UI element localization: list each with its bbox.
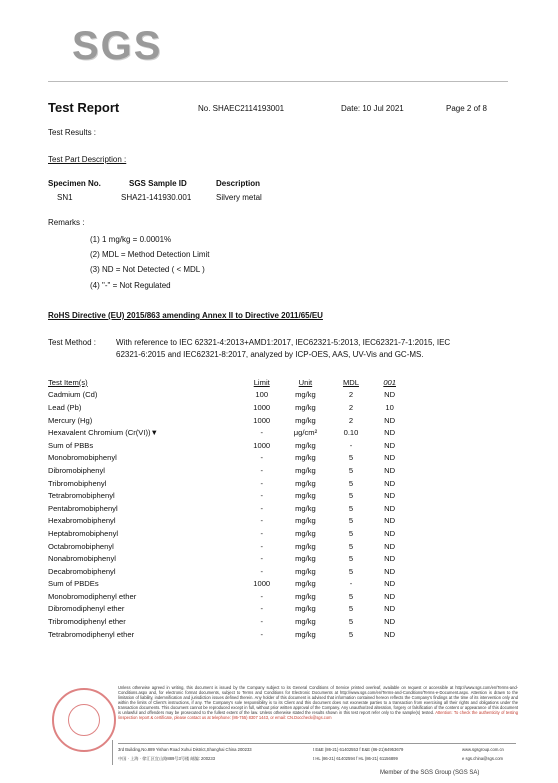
report-date: Date: 10 Jul 2021 bbox=[341, 104, 404, 113]
table-row bbox=[48, 389, 408, 402]
table-header-row bbox=[48, 376, 408, 389]
cell-limit: 1000 bbox=[253, 415, 271, 425]
cell-limit: 1000 bbox=[253, 402, 271, 412]
cell-result: ND bbox=[384, 629, 396, 639]
cell-unit: mg/kg bbox=[295, 390, 316, 400]
table-row bbox=[48, 439, 408, 452]
cell-limit: - bbox=[260, 617, 263, 627]
footer-disclaimer bbox=[118, 685, 518, 720]
table-row bbox=[48, 565, 408, 578]
cell-test-item: Hexavalent Chromium (Cr(VI))▼ bbox=[48, 428, 159, 438]
cell-mdl: 5 bbox=[348, 503, 354, 513]
cell-test-item: Tetrabromodiphenyl ether bbox=[48, 629, 135, 639]
cell-unit: mg/kg bbox=[295, 579, 316, 589]
cell-test-item: Nonabromobiphenyl bbox=[48, 554, 116, 564]
cell-test-item: Monobromodiphenyl ether bbox=[48, 591, 137, 601]
sample-id-header: SGS Sample ID bbox=[129, 179, 187, 188]
cell-unit: mg/kg bbox=[295, 453, 316, 463]
cell-mdl: 2 bbox=[348, 390, 354, 400]
telephone-ee: t E&E (86-21) 61402553 f E&E (86-21)64953679 bbox=[313, 747, 404, 752]
cell-result: ND bbox=[384, 604, 396, 614]
cell-result: ND bbox=[384, 579, 396, 589]
cell-test-item: Tribromobiphenyl bbox=[48, 478, 107, 488]
email: e sgs.china@sgs.com bbox=[462, 756, 504, 761]
cell-mdl: - bbox=[349, 440, 353, 450]
test-method-line1: With reference to IEC 62321-4:2013+AMD1:2017, IEC62321-5:2013, IEC62321-7-1:2015, IEC bbox=[116, 338, 451, 347]
results-table bbox=[48, 376, 408, 640]
member-statement: Member of the SGS Group (SGS SA) bbox=[380, 770, 480, 776]
test-part-label: Test Part Description : bbox=[48, 155, 127, 164]
cell-limit: 1000 bbox=[253, 440, 271, 450]
cell-test-item: Sum of PBDEs bbox=[48, 579, 99, 589]
cell-limit: - bbox=[260, 629, 263, 639]
cell-unit: mg/kg bbox=[295, 617, 316, 627]
cell-limit: 1000 bbox=[253, 579, 271, 589]
cell-unit: mg/kg bbox=[295, 528, 316, 538]
test-method-label: Test Method : bbox=[48, 338, 97, 347]
cell-unit: mg/kg bbox=[295, 554, 316, 564]
test-results-label: Test Results : bbox=[48, 128, 97, 137]
table-row bbox=[48, 515, 408, 528]
cell-limit: - bbox=[260, 541, 263, 551]
cell-test-item: Tetrabromobiphenyl bbox=[48, 491, 115, 501]
cell-mdl: - bbox=[349, 579, 353, 589]
remark-item: (2) MDL = Method Detection Limit bbox=[90, 250, 210, 259]
col-header-unit: Unit bbox=[298, 377, 313, 387]
cell-test-item: Mercury (Hg) bbox=[48, 415, 93, 425]
page-number: Page 2 of 8 bbox=[446, 104, 487, 113]
cell-limit: - bbox=[260, 503, 263, 513]
cell-result: ND bbox=[384, 415, 396, 425]
cell-test-item: Tribromodiphenyl ether bbox=[48, 617, 126, 627]
cell-test-item: Cadmium (Cd) bbox=[48, 390, 98, 400]
cell-mdl: 0.10 bbox=[343, 428, 359, 438]
disclaimer-text: Unless otherwise agreed in writing, this document is issued by the Company subject to its General Conditions of Service printed overleaf, available on request or accessible at http://www.sgs.com/en/Terms-and-Conditions.aspx and, for electronic format documents, subject to Terms and Conditions for Electronic Documents at http://www.sgs.com/en/Terms-and-Conditions/Terms-e-Document.aspx. Attention is drawn to the limitation of liability, indemnification and jurisdiction issues defined therein. Any holder of this document is advised that information contained hereon reflects the Company's findings at the time of its intervention only and within the limits of Client's instructions, if any. The Company's sole responsibility is to its Client and this document does not exonerate parties to a transaction from exercising all their rights and obligations under the transaction documents. This document cannot be reproduced except in full, without prior written approval of the Company. Any unauthorized alteration, forgery or falsification of the content or appearance of this document is unlawful and offenders may be prosecuted to the fullest extent of the law. Unless otherwise stated the results shown in this test report refer only to the sample(s) tested. bbox=[118, 685, 518, 715]
col-header-mdl: MDL bbox=[342, 377, 360, 387]
cell-result: ND bbox=[384, 528, 396, 538]
cell-result: ND bbox=[384, 617, 396, 627]
cell-unit: mg/kg bbox=[295, 415, 316, 425]
cell-mdl: 5 bbox=[348, 629, 354, 639]
cell-unit: mg/kg bbox=[295, 478, 316, 488]
footer-divider bbox=[118, 743, 516, 744]
results-body bbox=[48, 389, 408, 641]
address-english: 3rd Building,No.889 Yishan Road Xuhui District,Shanghai China 200233 bbox=[118, 747, 252, 752]
table-row bbox=[48, 464, 408, 477]
cell-result: ND bbox=[384, 566, 396, 576]
cell-test-item: Dibromobiphenyl bbox=[48, 465, 105, 475]
specimen-no-value: SN1 bbox=[57, 193, 73, 202]
cell-result: ND bbox=[384, 453, 396, 463]
cell-test-item: Lead (Pb) bbox=[48, 402, 82, 412]
address-chinese: 中国 · 上海 · 徐汇区宜山路889号3号楼 邮编: 200233 bbox=[118, 756, 216, 761]
cell-result: ND bbox=[384, 491, 396, 501]
cell-mdl: 5 bbox=[348, 528, 354, 538]
table-row bbox=[48, 603, 408, 616]
cell-result: ND bbox=[384, 390, 396, 400]
cell-limit: - bbox=[260, 528, 263, 538]
cell-limit: - bbox=[260, 428, 263, 438]
cell-result: ND bbox=[384, 465, 396, 475]
cell-mdl: 5 bbox=[348, 465, 354, 475]
sample-id-value: SHA21-141930.001 bbox=[121, 193, 192, 202]
description-value: Silvery metal bbox=[216, 193, 262, 202]
cell-limit: - bbox=[260, 516, 263, 526]
table-row bbox=[48, 527, 408, 540]
cell-result: ND bbox=[384, 516, 396, 526]
table-row bbox=[48, 452, 408, 465]
cell-result: ND bbox=[384, 554, 396, 564]
sgs-logo: SGS bbox=[72, 24, 163, 68]
seal-inner-ring bbox=[68, 704, 100, 736]
remarks-label: Remarks : bbox=[48, 218, 85, 227]
cell-test-item: Monobromobiphenyl bbox=[48, 453, 117, 463]
telephone-hl: t HL (86-21) 61402594 f HL (86-21) 61156899 bbox=[313, 756, 398, 761]
cell-unit: mg/kg bbox=[295, 516, 316, 526]
cell-test-item: Sum of PBBs bbox=[48, 440, 94, 450]
cell-limit: 100 bbox=[255, 390, 269, 400]
footer-vertical-divider bbox=[112, 740, 113, 765]
test-method-line2: 62321-6:2015 and IEC62321-8:2017, analyzed by ICP-OES, AAS, UV-Vis and GC-MS. bbox=[116, 350, 424, 359]
cell-result: 10 bbox=[385, 402, 394, 412]
table-row bbox=[48, 477, 408, 490]
cell-mdl: 5 bbox=[348, 541, 354, 551]
table-row bbox=[48, 540, 408, 553]
report-number: No. SHAEC2114193001 bbox=[198, 104, 285, 113]
inspection-seal bbox=[52, 688, 116, 752]
authenticity-attention: Attention: To check the authenticity of testing /inspection report & certificate, please contact us at telephone: (86-755) 8307 1443, or email: CN.Doccheck@sgs.com bbox=[118, 710, 518, 720]
cell-result: ND bbox=[384, 478, 396, 488]
cell-mdl: 5 bbox=[348, 604, 354, 614]
cell-unit: mg/kg bbox=[295, 541, 316, 551]
cell-unit: mg/kg bbox=[295, 402, 316, 412]
cell-mdl: 5 bbox=[348, 554, 354, 564]
cell-mdl: 5 bbox=[348, 516, 354, 526]
cell-limit: - bbox=[260, 566, 263, 576]
cell-unit: mg/kg bbox=[295, 629, 316, 639]
cell-result: ND bbox=[384, 440, 396, 450]
cell-test-item: Octabromobiphenyl bbox=[48, 541, 114, 551]
cell-mdl: 5 bbox=[348, 566, 354, 576]
remark-item: (1) 1 mg/kg = 0.0001% bbox=[90, 235, 172, 244]
header-divider bbox=[48, 81, 508, 82]
cell-mdl: 2 bbox=[348, 402, 354, 412]
cell-unit: mg/kg bbox=[295, 440, 316, 450]
report-title: Test Report bbox=[48, 100, 120, 115]
website: www.sgsgroup.com.cn bbox=[462, 747, 504, 752]
cell-limit: - bbox=[260, 591, 263, 601]
cell-test-item: Hexabromobiphenyl bbox=[48, 516, 116, 526]
cell-limit: - bbox=[260, 465, 263, 475]
cell-unit: mg/kg bbox=[295, 465, 316, 475]
cell-limit: - bbox=[260, 554, 263, 564]
col-header-test-item: Test Item(s) bbox=[48, 377, 88, 387]
table-row bbox=[48, 414, 408, 427]
specimen-no-header: Specimen No. bbox=[48, 179, 101, 188]
cell-mdl: 5 bbox=[348, 617, 354, 627]
remark-item: (4) "-" = Not Regulated bbox=[90, 281, 171, 290]
remark-item: (3) ND = Not Detected ( < MDL ) bbox=[90, 265, 205, 274]
description-header: Description bbox=[216, 179, 261, 188]
table-row bbox=[48, 489, 408, 502]
cell-mdl: 5 bbox=[348, 591, 354, 601]
cell-test-item: Decabromobiphenyl bbox=[48, 566, 116, 576]
cell-unit: μg/cm² bbox=[293, 428, 318, 438]
cell-mdl: 5 bbox=[348, 478, 354, 488]
section-title: RoHS Directive (EU) 2015/863 amending Annex II to Directive 2011/65/EU bbox=[48, 311, 323, 320]
cell-test-item: Pentabromobiphenyl bbox=[48, 503, 118, 513]
col-header-result-001: 001 bbox=[383, 377, 396, 387]
cell-unit: mg/kg bbox=[295, 604, 316, 614]
cell-unit: mg/kg bbox=[295, 566, 316, 576]
cell-mdl: 5 bbox=[348, 453, 354, 463]
cell-limit: - bbox=[260, 453, 263, 463]
col-header-limit: Limit bbox=[253, 377, 270, 387]
cell-unit: mg/kg bbox=[295, 591, 316, 601]
cell-result: ND bbox=[384, 428, 396, 438]
table-row bbox=[48, 502, 408, 515]
cell-result: ND bbox=[384, 541, 396, 551]
table-row bbox=[48, 401, 408, 414]
cell-mdl: 2 bbox=[348, 415, 354, 425]
cell-result: ND bbox=[384, 591, 396, 601]
cell-result: ND bbox=[384, 503, 396, 513]
cell-limit: - bbox=[260, 478, 263, 488]
table-row bbox=[48, 552, 408, 565]
table-row bbox=[48, 590, 408, 603]
cell-limit: - bbox=[260, 604, 263, 614]
table-row bbox=[48, 615, 408, 628]
cell-unit: mg/kg bbox=[295, 491, 316, 501]
table-row bbox=[48, 426, 408, 439]
table-row bbox=[48, 578, 408, 591]
cell-test-item: Dibromodiphenyl ether bbox=[48, 604, 125, 614]
cell-mdl: 5 bbox=[348, 491, 354, 501]
cell-limit: - bbox=[260, 491, 263, 501]
cell-test-item: Heptabromobiphenyl bbox=[48, 528, 119, 538]
table-row bbox=[48, 628, 408, 641]
cell-unit: mg/kg bbox=[295, 503, 316, 513]
